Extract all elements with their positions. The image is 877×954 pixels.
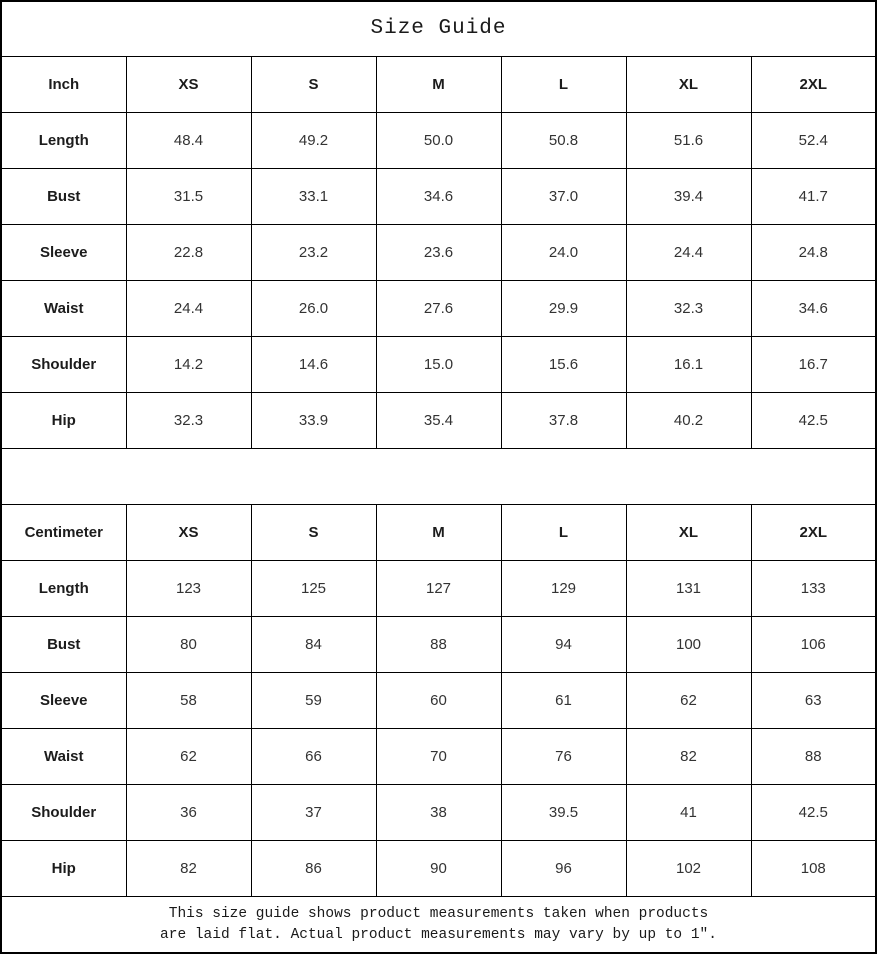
- column-header-xl: XL: [626, 56, 751, 112]
- cell-value: 26.0: [251, 280, 376, 336]
- cell-value: 39.5: [501, 785, 626, 841]
- cell-value: 24.0: [501, 224, 626, 280]
- cell-value: 42.5: [751, 392, 876, 448]
- cell-value: 36: [126, 785, 251, 841]
- cell-value: 32.3: [626, 280, 751, 336]
- cell-value: 131: [626, 560, 751, 616]
- cell-value: 80: [126, 617, 251, 673]
- cell-value: 22.8: [126, 224, 251, 280]
- cell-value: 63: [751, 673, 876, 729]
- footer-note-line1: This size guide shows product measurements taken when products: [168, 906, 709, 923]
- table-gap-cell: [1, 448, 876, 504]
- table-row-inch-shoulder: [1, 336, 876, 392]
- table-row-cm-waist: [1, 729, 876, 785]
- cell-value: 133: [751, 560, 876, 616]
- cell-value: 86: [251, 841, 376, 897]
- inch-header-row: [1, 56, 876, 112]
- cell-value: 127: [376, 560, 501, 616]
- cell-value: 82: [626, 729, 751, 785]
- cell-value: 88: [376, 617, 501, 673]
- footer-note-line2: are laid flat. Actual product measurements may vary by up to 1″.: [160, 926, 717, 943]
- row-label: Waist: [1, 280, 126, 336]
- row-label: Hip: [1, 841, 126, 897]
- footer-note: [1, 897, 876, 953]
- column-header-s: S: [251, 56, 376, 112]
- cell-value: 96: [501, 841, 626, 897]
- cell-value: 32.3: [126, 392, 251, 448]
- table-row-cm-bust: [1, 617, 876, 673]
- cell-value: 88: [751, 729, 876, 785]
- cell-value: 16.1: [626, 336, 751, 392]
- row-label: Hip: [1, 392, 126, 448]
- row-label: Sleeve: [1, 673, 126, 729]
- cell-value: 59: [251, 673, 376, 729]
- cell-value: 15.0: [376, 336, 501, 392]
- table-row-cm-sleeve: [1, 673, 876, 729]
- cell-value: 76: [501, 729, 626, 785]
- cell-value: 16.7: [751, 336, 876, 392]
- cell-value: 108: [751, 841, 876, 897]
- cell-value: 34.6: [376, 168, 501, 224]
- cell-value: 14.6: [251, 336, 376, 392]
- cell-value: 48.4: [126, 112, 251, 168]
- cell-value: 37.0: [501, 168, 626, 224]
- cell-value: 14.2: [126, 336, 251, 392]
- cell-value: 100: [626, 617, 751, 673]
- cell-value: 70: [376, 729, 501, 785]
- row-label: Waist: [1, 729, 126, 785]
- footer-row: [1, 897, 876, 953]
- table-row-inch-waist: [1, 280, 876, 336]
- cell-value: 129: [501, 560, 626, 616]
- table-row-cm-length: [1, 560, 876, 616]
- cell-value: 49.2: [251, 112, 376, 168]
- cell-value: 31.5: [126, 168, 251, 224]
- cell-value: 62: [626, 673, 751, 729]
- row-label: Length: [1, 112, 126, 168]
- column-header-xs: XS: [126, 56, 251, 112]
- cell-value: 37.8: [501, 392, 626, 448]
- cell-value: 50.0: [376, 112, 501, 168]
- unit-label-inch: Inch: [1, 56, 126, 112]
- cell-value: 40.2: [626, 392, 751, 448]
- row-label: Shoulder: [1, 785, 126, 841]
- cell-value: 38: [376, 785, 501, 841]
- cell-value: 90: [376, 841, 501, 897]
- table-row-cm-shoulder: [1, 785, 876, 841]
- unit-label-centimeter: Centimeter: [1, 504, 126, 560]
- table-row-cm-hip: [1, 841, 876, 897]
- row-label: Bust: [1, 168, 126, 224]
- cell-value: 34.6: [751, 280, 876, 336]
- cell-value: 39.4: [626, 168, 751, 224]
- cell-value: 102: [626, 841, 751, 897]
- table-row-inch-bust: [1, 168, 876, 224]
- row-label: Length: [1, 560, 126, 616]
- column-header-xs: XS: [126, 504, 251, 560]
- centimeter-header-row: [1, 504, 876, 560]
- cell-value: 66: [251, 729, 376, 785]
- cell-value: 24.4: [126, 280, 251, 336]
- row-label: Shoulder: [1, 336, 126, 392]
- column-header-l: L: [501, 504, 626, 560]
- row-label: Bust: [1, 617, 126, 673]
- cell-value: 23.2: [251, 224, 376, 280]
- cell-value: 51.6: [626, 112, 751, 168]
- cell-value: 23.6: [376, 224, 501, 280]
- cell-value: 24.8: [751, 224, 876, 280]
- page-title: Size Guide: [1, 1, 876, 56]
- table-row-inch-length: [1, 112, 876, 168]
- table-gap-row: [1, 448, 876, 504]
- cell-value: 24.4: [626, 224, 751, 280]
- cell-value: 41.7: [751, 168, 876, 224]
- cell-value: 35.4: [376, 392, 501, 448]
- row-label: Sleeve: [1, 224, 126, 280]
- column-header-m: M: [376, 56, 501, 112]
- cell-value: 27.6: [376, 280, 501, 336]
- column-header-xl: XL: [626, 504, 751, 560]
- column-header-2xl: 2XL: [751, 56, 876, 112]
- cell-value: 42.5: [751, 785, 876, 841]
- cell-value: 60: [376, 673, 501, 729]
- cell-value: 61: [501, 673, 626, 729]
- cell-value: 106: [751, 617, 876, 673]
- cell-value: 41: [626, 785, 751, 841]
- cell-value: 52.4: [751, 112, 876, 168]
- table-row-inch-hip: [1, 392, 876, 448]
- cell-value: 33.1: [251, 168, 376, 224]
- cell-value: 123: [126, 560, 251, 616]
- cell-value: 62: [126, 729, 251, 785]
- column-header-2xl: 2XL: [751, 504, 876, 560]
- column-header-l: L: [501, 56, 626, 112]
- cell-value: 84: [251, 617, 376, 673]
- cell-value: 29.9: [501, 280, 626, 336]
- cell-value: 125: [251, 560, 376, 616]
- cell-value: 94: [501, 617, 626, 673]
- cell-value: 37: [251, 785, 376, 841]
- title-row: [1, 1, 876, 56]
- cell-value: 15.6: [501, 336, 626, 392]
- cell-value: 82: [126, 841, 251, 897]
- column-header-m: M: [376, 504, 501, 560]
- cell-value: 33.9: [251, 392, 376, 448]
- cell-value: 50.8: [501, 112, 626, 168]
- cell-value: 58: [126, 673, 251, 729]
- table-row-inch-sleeve: [1, 224, 876, 280]
- column-header-s: S: [251, 504, 376, 560]
